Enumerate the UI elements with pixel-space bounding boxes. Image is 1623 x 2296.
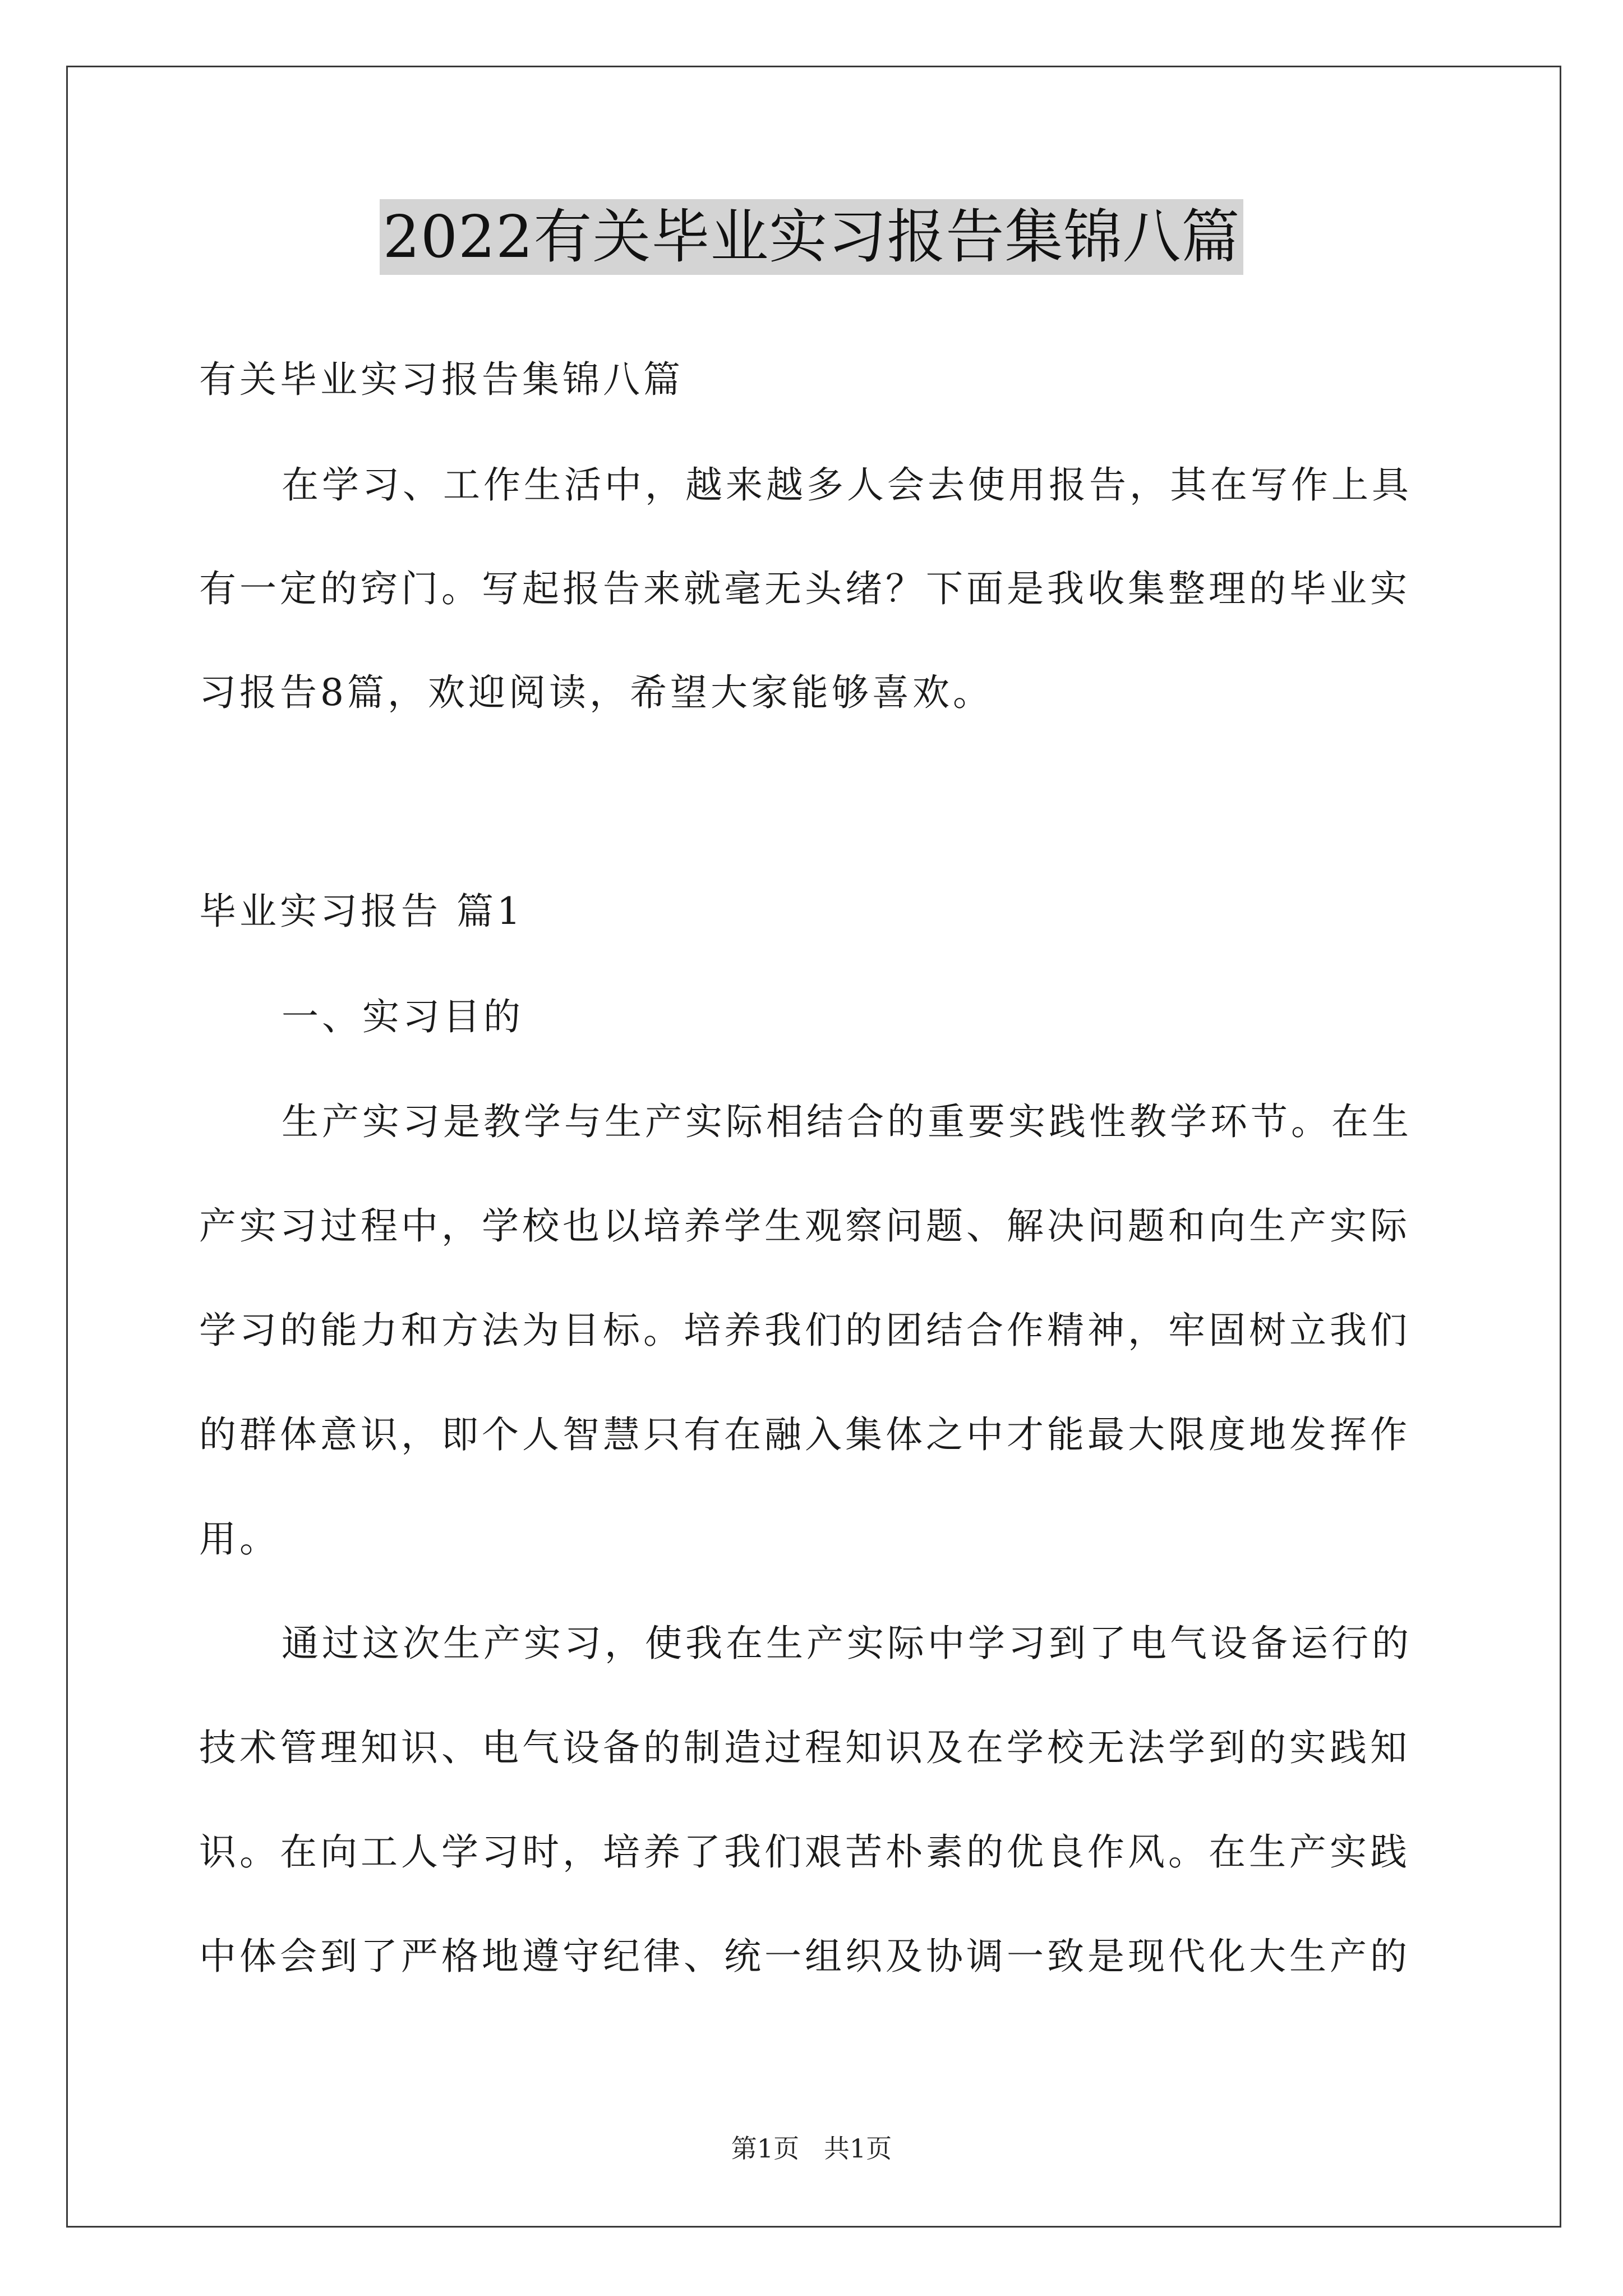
paragraph1-line-5: 用。 <box>199 1517 280 1561</box>
paragraph1-line-2: 产实习过程中，学校也以培养学生观察问题、解决问题和向生产实际 <box>199 1204 1410 1248</box>
paragraph2-line-2: 技术管理知识、电气设备的制造过程知识及在学校无法学到的实践知 <box>199 1726 1410 1769</box>
intro-line-1: 在学习、工作生活中，越来越多人会去使用报告，其在写作上具 <box>282 463 1412 507</box>
title-container <box>0 199 1623 275</box>
paragraph1-line-3: 学习的能力和方法为目标。培养我们的团结合作精神，牢固树立我们 <box>199 1309 1410 1352</box>
document-title: 2022有关毕业实习报告集锦八篇 <box>380 199 1244 275</box>
intro-line-2: 有一定的窍门。写起报告来就毫无头绪？下面是我收集整理的毕业实 <box>199 567 1410 610</box>
section-subheading: 一、实习目的 <box>282 995 524 1038</box>
intro-line-3: 习报告8篇，欢迎阅读，希望大家能够喜欢。 <box>199 671 993 714</box>
document-subtitle: 有关毕业实习报告集锦八篇 <box>199 358 684 401</box>
paragraph1-line-4: 的群体意识，即个人智慧只有在融入集体之中才能最大限度地发挥作 <box>199 1413 1410 1456</box>
paragraph1-line-1: 生产实习是教学与生产实际相结合的重要实践性教学环节。在生 <box>282 1100 1412 1143</box>
paragraph2-line-1: 通过这次生产实习，使我在生产实际中学习到了电气设备运行的 <box>282 1622 1412 1665</box>
paragraph2-line-4: 中体会到了严格地遵守纪律、统一组织及协调一致是现代化大生产的 <box>199 1935 1410 1978</box>
page-number: 第1页 共1页 <box>731 2133 892 2164</box>
section-heading: 毕业实习报告 篇1 <box>199 890 524 933</box>
paragraph2-line-3: 识。在向工人学习时，培养了我们艰苦朴素的优良作风。在生产实践 <box>199 1830 1410 1874</box>
